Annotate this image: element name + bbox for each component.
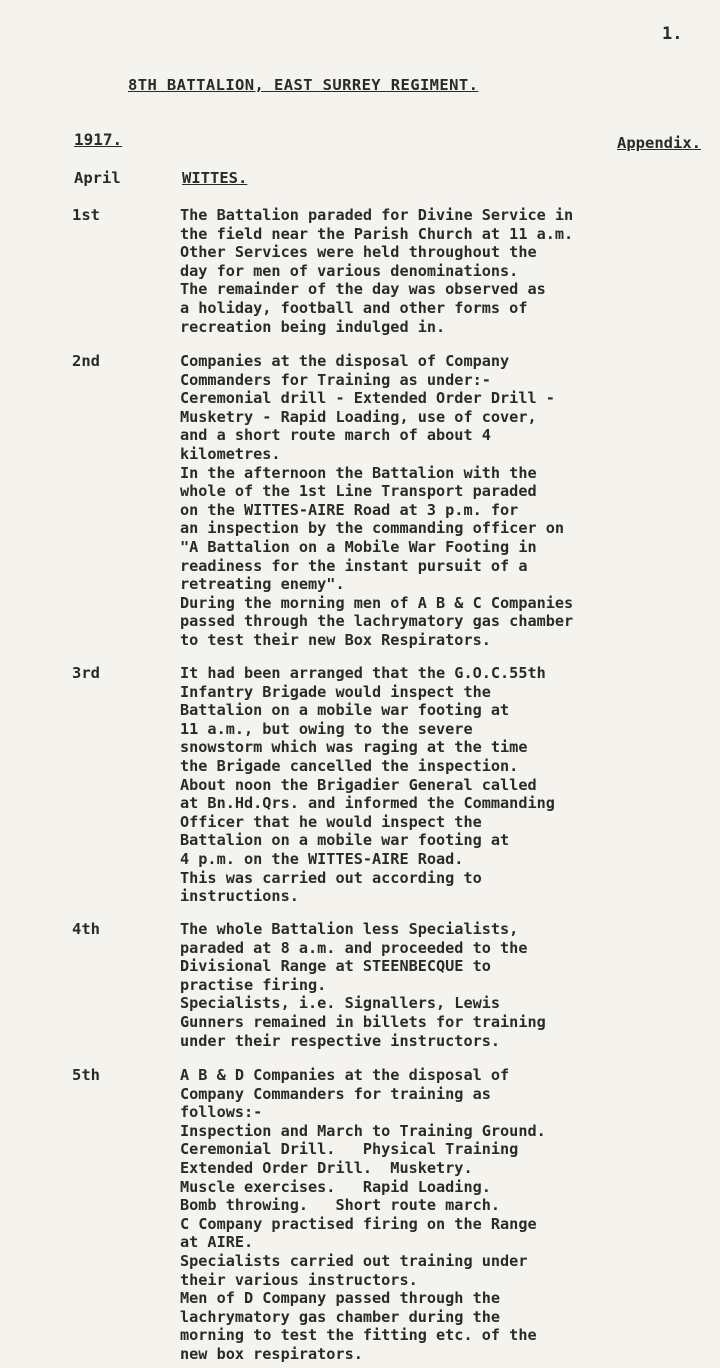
entry-line: Company Commanders for training as [180,1084,491,1103]
entry-line: kilometres. [180,444,281,463]
entry-line: Companies at the disposal of Company [180,352,510,370]
entry-line: instructions. [180,887,299,906]
entry-line: About noon the Brigadier General called [180,775,537,794]
appendix-label: Appendix. [617,134,701,152]
entry-day: 4th [72,920,100,938]
entry-line: Bomb throwing. Short route march. [180,1196,501,1215]
entry-line: Battalion on a mobile war footing at [180,831,510,850]
entry-line: Battalion on a mobile war footing at [180,701,510,720]
entry-line: A B & D Companies at the disposal of [180,1066,510,1084]
entry-day: 2nd [72,352,100,370]
entry-text [180,664,555,906]
entry-line: snowstorm which was raging at the time [180,738,528,757]
entry-line: The remainder of the day was observed as [180,280,546,299]
entry-line: Extended Order Drill. Musketry. [180,1158,473,1177]
entry-line: The Battalion paraded for Divine Service in [180,206,574,224]
entry-line: retreating enemy". [180,575,345,594]
entry-day: 3rd [72,664,100,682]
entry-line: Divisional Range at STEENBECQUE to [180,957,491,976]
entry-line: at AIRE. [180,1233,254,1252]
entry-day: 1st [72,206,100,224]
entry-line: readiness for the instant pursuit of a [180,556,528,575]
entry-line: It had been arranged that the G.O.C.55th [180,664,546,682]
entry-line: to test their new Box Respirators. [180,630,491,649]
entry-line: Ceremonial drill - Extended Order Drill - [180,389,555,408]
entry-line: the Brigade cancelled the inspection. [180,756,519,775]
entry-line: under their respective instructors. [180,1031,501,1050]
entry-line: at Bn.Hd.Qrs. and informed the Commanding [180,794,555,813]
entry-line: an inspection by the commanding officer on [180,519,565,538]
entry-line: Gunners remained in billets for training [180,1012,546,1031]
entry-line: The whole Battalion less Specialists, [180,920,519,938]
entry-line: their various instructors. [180,1270,418,1289]
entry-line: lachrymatory gas chamber during the [180,1307,501,1326]
entry-line: new box respirators. [180,1344,363,1363]
entry-line: on the WITTES-AIRE Road at 3 p.m. for [180,500,519,519]
entry-line: Ceremonial Drill. Physical Training [180,1140,519,1159]
entry-line: the field near the Parish Church at 11 a.m. [180,224,574,243]
entry-line: practise firing. [180,975,327,994]
entry-line: "A Battalion on a Mobile War Footing in [180,537,537,556]
entry-line: recreation being indulged in. [180,317,446,336]
entry-line: 11 a.m., but owing to the severe [180,719,473,738]
entry-line: a holiday, football and other forms of [180,298,528,317]
entry-line: passed through the lachrymatory gas chamber [180,612,574,631]
entry-line: Inspection and March to Training Ground. [180,1121,546,1140]
entry-line: and a short route march of about 4 [180,426,491,445]
entry-text [180,920,546,1050]
entry-line: follows:- [180,1103,263,1122]
entry-day: 5th [72,1066,100,1084]
entry-line: Musketry - Rapid Loading, use of cover, [180,407,537,426]
entry-line: Infantry Brigade would inspect the [180,682,491,701]
entry-line: day for men of various denominations. [180,261,519,280]
entry-line: Specialists, i.e. Signallers, Lewis [180,994,501,1013]
entry-line: Specialists carried out training under [180,1251,528,1270]
entry-line: C Company practised firing on the Range [180,1214,537,1233]
entry-line: Men of D Company passed through the [180,1289,501,1308]
entry-text [180,352,573,650]
year-label: 1917. [74,130,123,149]
page-number: 1. [662,24,683,44]
entry-line: Officer that he would inspect the [180,812,482,831]
entry-line: Muscle exercises. Rapid Loading. [180,1177,491,1196]
entry-line: whole of the 1st Line Transport paraded [180,482,537,501]
entry-line: paraded at 8 a.m. and proceeded to the [180,938,528,957]
entry-line: 4 p.m. on the WITTES-AIRE Road. [180,849,464,868]
entry-line: Commanders for Training as under:- [180,370,491,389]
document-heading: 8TH BATTALION, EAST SURREY REGIMENT. [128,76,479,94]
entry-line: morning to test the fitting etc. of the [180,1326,537,1345]
place-label: WITTES. [182,169,248,187]
entry-line: In the afternoon the Battalion with the [180,463,537,482]
entry-text [180,206,573,336]
month-label: April [74,169,121,187]
entry-line: This was carried out according to [180,868,482,887]
entry-line: During the morning men of A B & C Companies [180,593,574,612]
entry-text [180,1066,546,1364]
entry-line: Other Services were held throughout the [180,243,537,262]
